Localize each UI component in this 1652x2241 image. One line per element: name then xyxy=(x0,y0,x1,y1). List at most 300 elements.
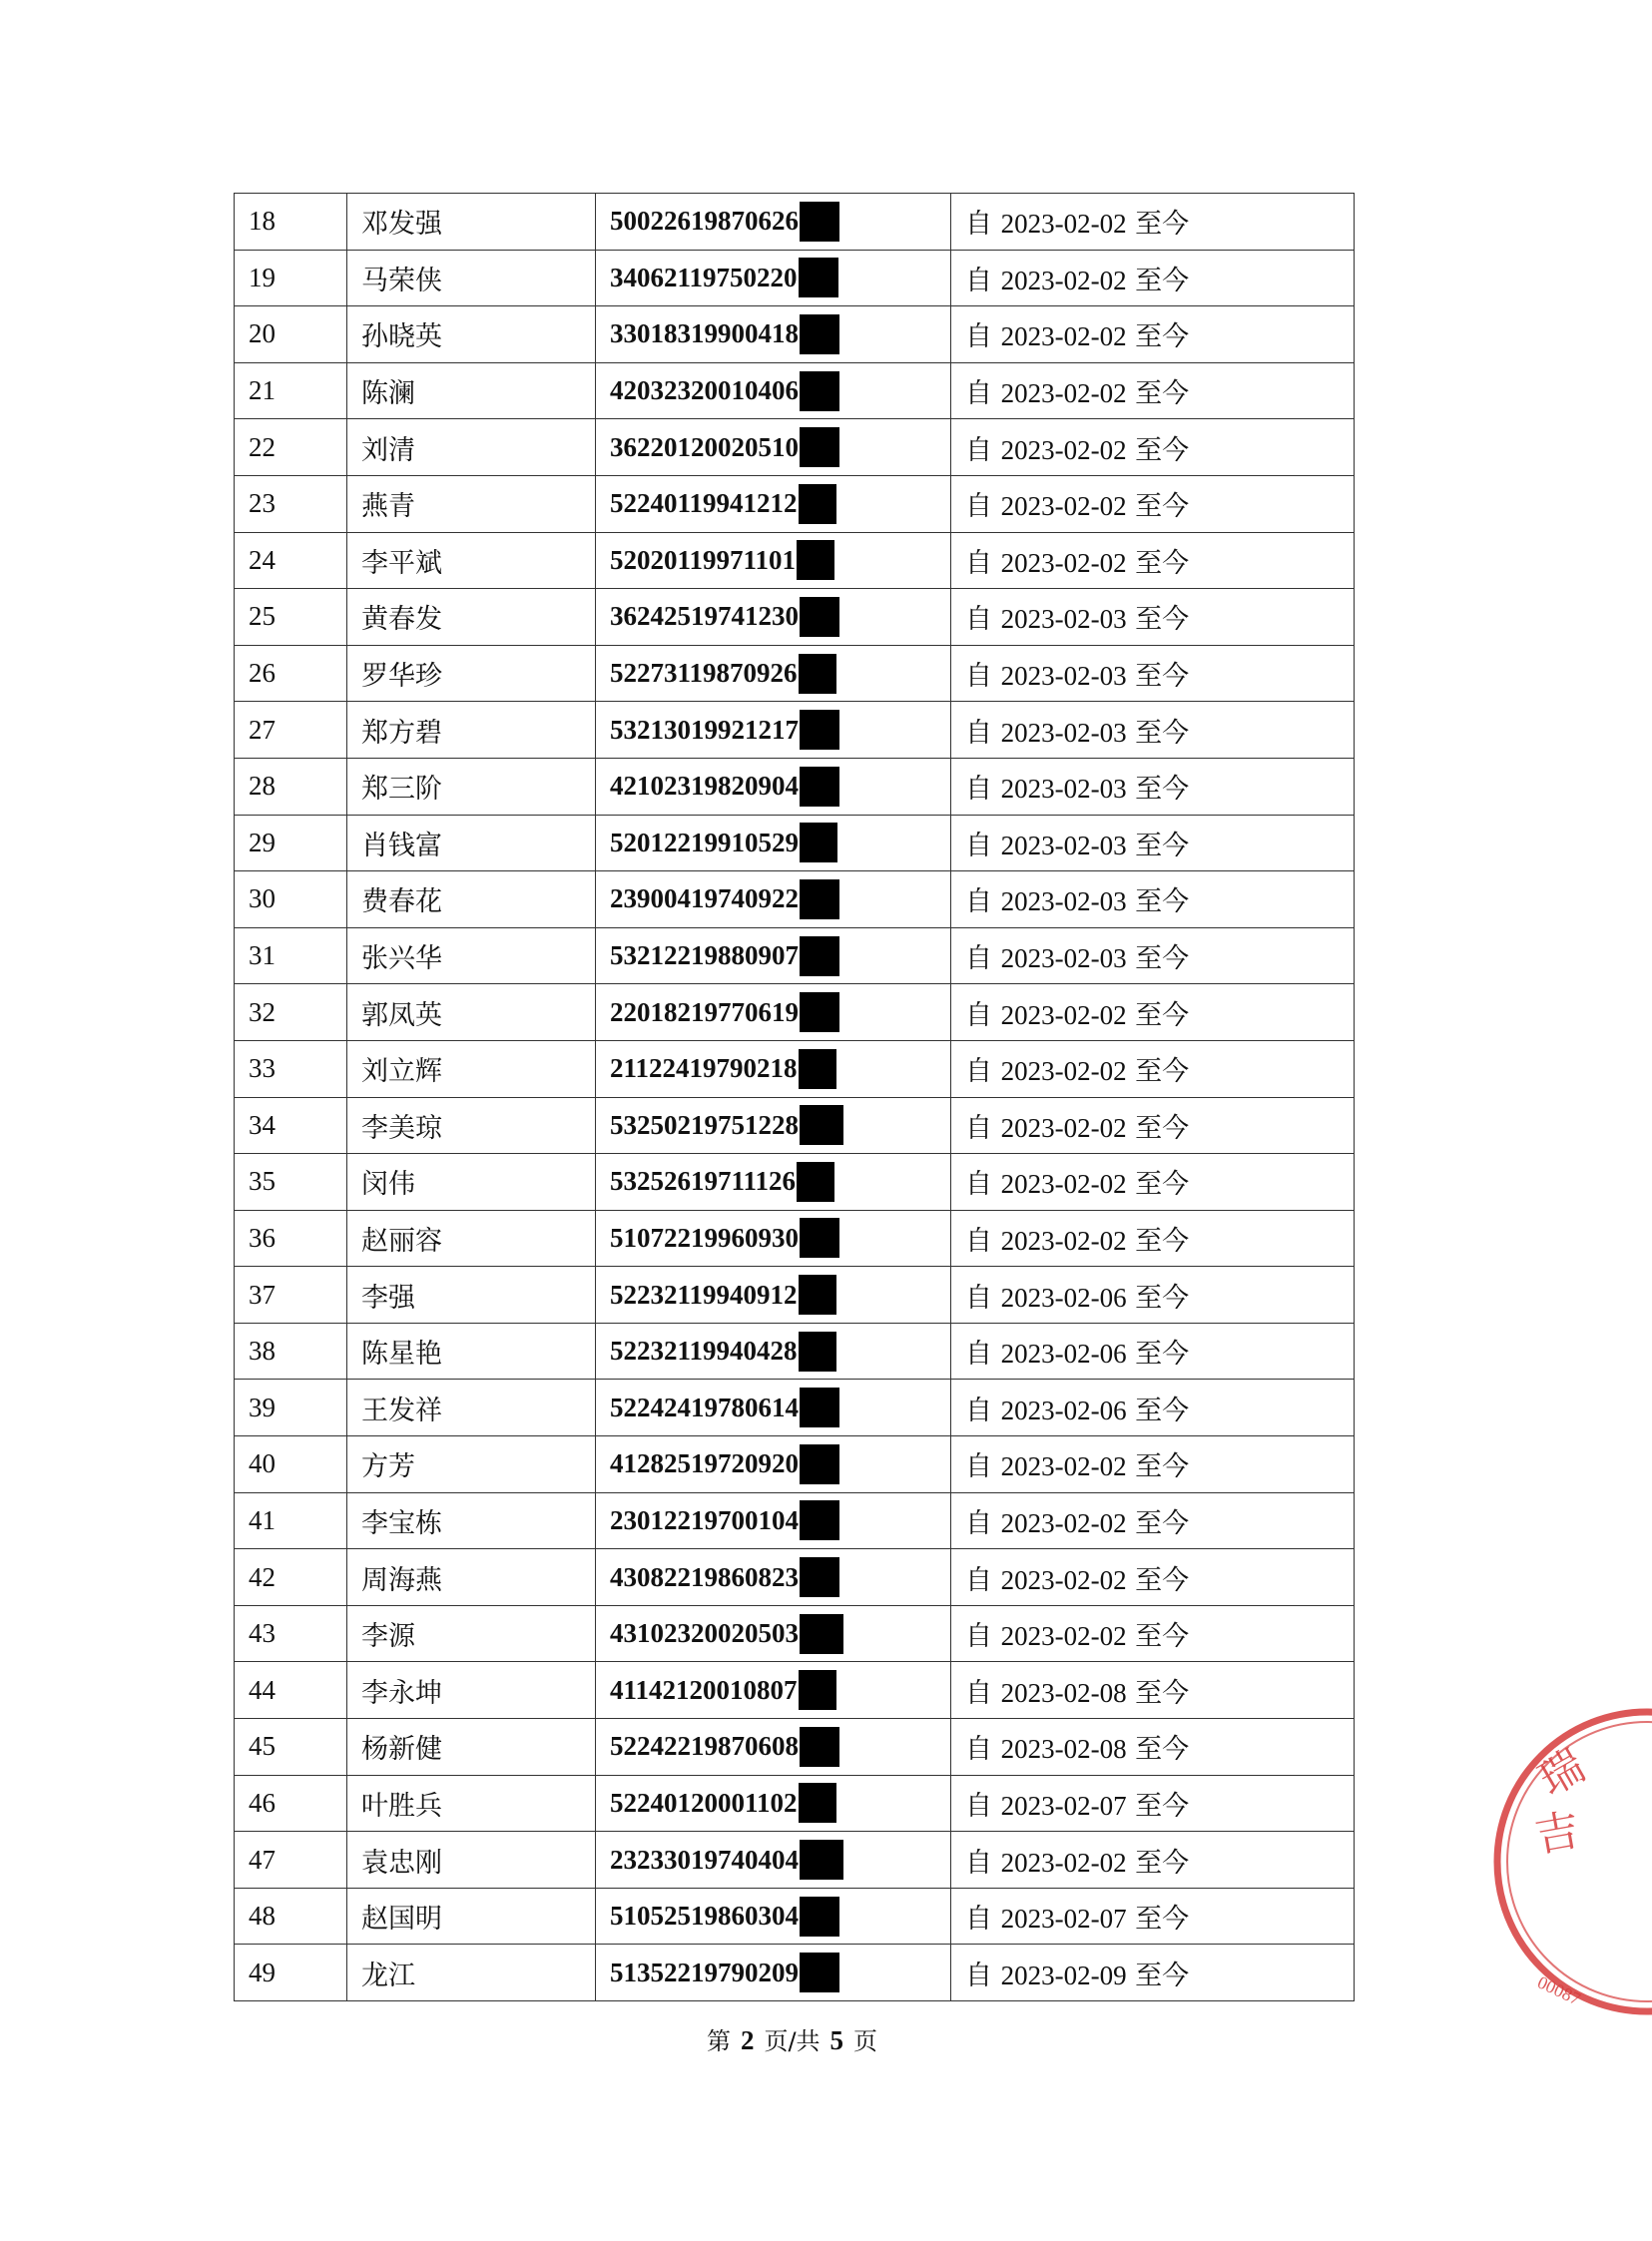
person-name: 李宝栋 xyxy=(347,1492,596,1549)
employment-period xyxy=(951,589,1355,646)
id-number-visible: 22018219770619 xyxy=(610,996,799,1027)
date-suffix: 至今 xyxy=(1135,1904,1190,1936)
row-number: 31 xyxy=(235,927,347,984)
id-number-cell xyxy=(596,1549,951,1606)
id-number-cell xyxy=(596,871,951,928)
id-number-cell xyxy=(596,589,951,646)
table-row xyxy=(235,1888,1355,1945)
footer-suffix: 页 xyxy=(853,2027,878,2055)
date-suffix: 至今 xyxy=(1135,547,1190,579)
date-suffix: 至今 xyxy=(1135,1847,1190,1879)
table-row xyxy=(235,1380,1355,1436)
date-suffix: 至今 xyxy=(1135,1507,1190,1539)
date-prefix: 自 xyxy=(965,1395,992,1426)
start-date: 2023-02-02 xyxy=(1000,378,1127,409)
redaction-block xyxy=(800,1557,839,1597)
date-suffix: 至今 xyxy=(1135,491,1190,523)
redaction-block xyxy=(797,540,834,580)
svg-text:00087: 00087 xyxy=(1534,1971,1584,2009)
date-suffix: 至今 xyxy=(1135,1564,1190,1596)
id-number-visible: 51352219790209 xyxy=(610,1957,799,1987)
id-number-cell xyxy=(596,1775,951,1832)
date-suffix: 至今 xyxy=(1135,717,1190,749)
person-name: 周海燕 xyxy=(347,1549,596,1606)
redaction-block xyxy=(800,1444,839,1484)
start-date: 2023-02-02 xyxy=(1000,1056,1127,1087)
redaction-block xyxy=(799,1670,836,1710)
date-prefix: 自 xyxy=(965,1507,992,1539)
row-number: 45 xyxy=(235,1719,347,1776)
id-number-visible: 52240119941212 xyxy=(610,488,798,519)
svg-text:吉: 吉 xyxy=(1531,1804,1584,1863)
id-number-visible: 53213019921217 xyxy=(610,714,799,745)
id-number-visible: 52240120001102 xyxy=(610,1787,798,1818)
table-row xyxy=(235,1945,1355,2001)
person-name: 李平斌 xyxy=(347,532,596,589)
table-row xyxy=(235,194,1355,251)
start-date: 2023-02-02 xyxy=(1000,1112,1127,1143)
redaction-block xyxy=(799,484,836,524)
id-number-cell xyxy=(596,1040,951,1097)
person-name: 叶胜兵 xyxy=(347,1775,596,1832)
personnel-table-body xyxy=(235,194,1355,2001)
redaction-block xyxy=(800,202,839,242)
start-date: 2023-02-03 xyxy=(1000,830,1127,860)
employment-period xyxy=(951,532,1355,589)
date-prefix: 自 xyxy=(965,999,992,1031)
person-name: 郭凤英 xyxy=(347,984,596,1041)
row-number: 21 xyxy=(235,362,347,419)
id-number-cell xyxy=(596,306,951,363)
id-number-cell xyxy=(596,758,951,815)
table-row xyxy=(235,1210,1355,1267)
date-prefix: 自 xyxy=(965,661,992,693)
personnel-table xyxy=(234,193,1355,2001)
date-prefix: 自 xyxy=(965,1564,992,1596)
person-name: 方芳 xyxy=(347,1436,596,1493)
person-name: 袁忠刚 xyxy=(347,1832,596,1889)
person-name: 费春花 xyxy=(347,871,596,928)
start-date: 2023-02-02 xyxy=(1000,1225,1127,1256)
start-date: 2023-02-06 xyxy=(1000,1395,1127,1425)
id-number-cell xyxy=(596,1832,951,1889)
start-date: 2023-02-03 xyxy=(1000,943,1127,974)
id-number-visible: 34062119750220 xyxy=(610,262,798,292)
date-suffix: 至今 xyxy=(1135,1282,1190,1314)
table-row xyxy=(235,1154,1355,1211)
person-name: 赵国明 xyxy=(347,1888,596,1945)
id-number-cell xyxy=(596,1605,951,1662)
employment-period xyxy=(951,758,1355,815)
date-prefix: 自 xyxy=(965,830,992,861)
redaction-block xyxy=(800,1500,839,1540)
redaction-block xyxy=(800,427,839,467)
row-number: 41 xyxy=(235,1492,347,1549)
date-suffix: 至今 xyxy=(1135,1112,1190,1144)
table-row xyxy=(235,1097,1355,1154)
date-suffix: 至今 xyxy=(1135,1677,1190,1709)
employment-period xyxy=(951,1719,1355,1776)
date-prefix: 自 xyxy=(965,717,992,749)
row-number: 23 xyxy=(235,475,347,532)
date-suffix: 至今 xyxy=(1135,1790,1190,1822)
person-name: 陈澜 xyxy=(347,362,596,419)
redaction-block xyxy=(800,1897,839,1937)
employment-period xyxy=(951,1888,1355,1945)
employment-period xyxy=(951,815,1355,871)
id-number-cell xyxy=(596,1267,951,1324)
person-name: 刘清 xyxy=(347,419,596,476)
table-row xyxy=(235,362,1355,419)
row-number: 34 xyxy=(235,1097,347,1154)
person-name: 孙晓英 xyxy=(347,306,596,363)
id-number-cell xyxy=(596,1323,951,1380)
date-suffix: 至今 xyxy=(1135,999,1190,1031)
row-number: 39 xyxy=(235,1380,347,1436)
id-number-visible: 52020119971101 xyxy=(610,544,797,575)
person-name: 杨新健 xyxy=(347,1719,596,1776)
row-number: 37 xyxy=(235,1267,347,1324)
date-prefix: 自 xyxy=(965,209,992,241)
id-number-visible: 36220120020510 xyxy=(610,431,799,462)
row-number: 36 xyxy=(235,1210,347,1267)
employment-period xyxy=(951,1040,1355,1097)
start-date: 2023-02-02 xyxy=(1000,1451,1127,1482)
table-row xyxy=(235,1832,1355,1889)
redaction-block xyxy=(799,1275,836,1315)
person-name: 陈星艳 xyxy=(347,1323,596,1380)
footer-prefix: 第 xyxy=(706,2027,731,2055)
date-suffix: 至今 xyxy=(1135,661,1190,693)
employment-period xyxy=(951,1662,1355,1719)
row-number: 32 xyxy=(235,984,347,1041)
svg-text:瑞: 瑞 xyxy=(1530,1740,1594,1807)
person-name: 李美琼 xyxy=(347,1097,596,1154)
id-number-visible: 52242219870608 xyxy=(610,1731,799,1762)
table-row xyxy=(235,1662,1355,1719)
employment-period xyxy=(951,984,1355,1041)
employment-period xyxy=(951,1945,1355,2001)
employment-period xyxy=(951,871,1355,928)
id-number-cell xyxy=(596,927,951,984)
id-number-cell xyxy=(596,702,951,759)
id-number-visible: 43082219860823 xyxy=(610,1561,799,1592)
id-number-cell xyxy=(596,984,951,1041)
date-prefix: 自 xyxy=(965,886,992,918)
id-number-visible: 41282519720920 xyxy=(610,1448,799,1479)
date-suffix: 至今 xyxy=(1135,1169,1190,1201)
person-name: 郑方碧 xyxy=(347,702,596,759)
id-number-cell xyxy=(596,362,951,419)
id-number-cell xyxy=(596,1492,951,1549)
id-number-visible: 41142120010807 xyxy=(610,1674,798,1705)
employment-period xyxy=(951,1267,1355,1324)
start-date: 2023-02-06 xyxy=(1000,1339,1127,1370)
redaction-block xyxy=(797,1162,834,1202)
redaction-block xyxy=(800,314,839,354)
date-prefix: 自 xyxy=(965,1790,992,1822)
id-number-cell xyxy=(596,1662,951,1719)
id-number-cell xyxy=(596,1945,951,2001)
redaction-block xyxy=(800,1614,843,1654)
person-name: 肖钱富 xyxy=(347,815,596,871)
seal-graphic xyxy=(1532,1702,1652,2031)
date-suffix: 至今 xyxy=(1135,1056,1190,1088)
date-prefix: 自 xyxy=(965,1904,992,1936)
start-date: 2023-02-02 xyxy=(1000,999,1127,1030)
date-prefix: 自 xyxy=(965,1225,992,1257)
id-number-visible: 53250219751228 xyxy=(610,1109,799,1140)
date-prefix: 自 xyxy=(965,1112,992,1144)
date-prefix: 自 xyxy=(965,1734,992,1766)
date-prefix: 自 xyxy=(965,943,992,975)
footer-page-number: 2 xyxy=(740,2025,755,2055)
row-number: 33 xyxy=(235,1040,347,1097)
employment-period xyxy=(951,306,1355,363)
date-suffix: 至今 xyxy=(1135,830,1190,861)
date-prefix: 自 xyxy=(965,265,992,296)
row-number: 43 xyxy=(235,1605,347,1662)
row-number: 24 xyxy=(235,532,347,589)
table-row xyxy=(235,702,1355,759)
row-number: 19 xyxy=(235,250,347,306)
table-row xyxy=(235,1492,1355,1549)
redaction-block xyxy=(800,1840,843,1880)
date-suffix: 至今 xyxy=(1135,434,1190,466)
redaction-block xyxy=(799,258,838,297)
id-number-visible: 52232119940912 xyxy=(610,1279,798,1310)
id-number-visible: 52273119870926 xyxy=(610,658,798,689)
row-number: 27 xyxy=(235,702,347,759)
id-number-visible: 53252619711126 xyxy=(610,1166,797,1197)
table-row xyxy=(235,984,1355,1041)
id-number-visible: 53212219880907 xyxy=(610,940,799,971)
date-prefix: 自 xyxy=(965,604,992,636)
row-number: 35 xyxy=(235,1154,347,1211)
id-number-cell xyxy=(596,1154,951,1211)
table-row xyxy=(235,1323,1355,1380)
employment-period xyxy=(951,419,1355,476)
employment-period xyxy=(951,1323,1355,1380)
date-prefix: 自 xyxy=(965,1960,992,1991)
table-row xyxy=(235,589,1355,646)
date-prefix: 自 xyxy=(965,1847,992,1879)
row-number: 20 xyxy=(235,306,347,363)
id-number-cell xyxy=(596,1380,951,1436)
employment-period xyxy=(951,362,1355,419)
date-suffix: 至今 xyxy=(1135,886,1190,918)
official-seal-stamp xyxy=(1530,1702,1594,2031)
id-number-cell xyxy=(596,815,951,871)
table-row xyxy=(235,1605,1355,1662)
employment-period xyxy=(951,1775,1355,1832)
person-name: 邓发强 xyxy=(347,194,596,251)
redaction-block xyxy=(800,371,839,411)
id-number-visible: 23233019740404 xyxy=(610,1844,799,1875)
employment-period xyxy=(951,1380,1355,1436)
row-number: 47 xyxy=(235,1832,347,1889)
redaction-block xyxy=(800,1953,839,1992)
table-row xyxy=(235,419,1355,476)
date-suffix: 至今 xyxy=(1135,209,1190,241)
start-date: 2023-02-08 xyxy=(1000,1677,1127,1708)
employment-period xyxy=(951,645,1355,702)
row-number: 48 xyxy=(235,1888,347,1945)
row-number: 42 xyxy=(235,1549,347,1606)
person-name: 龙江 xyxy=(347,1945,596,2001)
table-row xyxy=(235,1549,1355,1606)
row-number: 26 xyxy=(235,645,347,702)
start-date: 2023-02-02 xyxy=(1000,209,1127,240)
redaction-block xyxy=(799,1783,836,1823)
id-number-cell xyxy=(596,1210,951,1267)
employment-period xyxy=(951,927,1355,984)
row-number: 40 xyxy=(235,1436,347,1493)
id-number-visible: 50022619870626 xyxy=(610,206,799,237)
id-number-cell xyxy=(596,194,951,251)
person-name: 张兴华 xyxy=(347,927,596,984)
redaction-block xyxy=(800,936,839,976)
person-name: 王发祥 xyxy=(347,1380,596,1436)
start-date: 2023-02-02 xyxy=(1000,265,1127,295)
row-number: 22 xyxy=(235,419,347,476)
date-prefix: 自 xyxy=(965,1339,992,1371)
id-number-visible: 51052519860304 xyxy=(610,1901,799,1932)
id-number-cell xyxy=(596,1719,951,1776)
start-date: 2023-02-02 xyxy=(1000,491,1127,522)
id-number-visible: 52012219910529 xyxy=(610,827,799,857)
id-number-cell xyxy=(596,532,951,589)
person-name: 马荣侠 xyxy=(347,250,596,306)
id-number-visible: 42032320010406 xyxy=(610,375,799,406)
date-prefix: 自 xyxy=(965,434,992,466)
start-date: 2023-02-03 xyxy=(1000,604,1127,635)
date-prefix: 自 xyxy=(965,1451,992,1483)
start-date: 2023-02-09 xyxy=(1000,1960,1127,1990)
id-number-visible: 52242419780614 xyxy=(610,1392,799,1422)
redaction-block xyxy=(800,1105,843,1145)
redaction-block xyxy=(800,1218,839,1258)
start-date: 2023-02-03 xyxy=(1000,774,1127,805)
date-prefix: 自 xyxy=(965,1677,992,1709)
date-prefix: 自 xyxy=(965,491,992,523)
row-number: 49 xyxy=(235,1945,347,2001)
start-date: 2023-02-02 xyxy=(1000,1621,1127,1652)
redaction-block xyxy=(800,879,839,919)
table-row xyxy=(235,758,1355,815)
redaction-block xyxy=(800,597,839,637)
person-name: 闵伟 xyxy=(347,1154,596,1211)
date-suffix: 至今 xyxy=(1135,943,1190,975)
employment-period xyxy=(951,1549,1355,1606)
redaction-block xyxy=(800,710,839,750)
person-name: 黄春发 xyxy=(347,589,596,646)
id-number-cell xyxy=(596,475,951,532)
person-name: 李源 xyxy=(347,1605,596,1662)
employment-period xyxy=(951,1154,1355,1211)
start-date: 2023-02-02 xyxy=(1000,434,1127,465)
id-number-cell xyxy=(596,645,951,702)
date-prefix: 自 xyxy=(965,378,992,410)
table-row xyxy=(235,475,1355,532)
table-row xyxy=(235,1719,1355,1776)
id-number-cell xyxy=(596,1436,951,1493)
id-number-visible: 36242519741230 xyxy=(610,601,799,632)
date-suffix: 至今 xyxy=(1135,321,1190,353)
table-row xyxy=(235,250,1355,306)
row-number: 29 xyxy=(235,815,347,871)
id-number-visible: 23900419740922 xyxy=(610,883,799,914)
table-row xyxy=(235,1436,1355,1493)
table-row xyxy=(235,927,1355,984)
row-number: 25 xyxy=(235,589,347,646)
date-prefix: 自 xyxy=(965,1056,992,1088)
employment-period xyxy=(951,1832,1355,1889)
table-row xyxy=(235,1775,1355,1832)
start-date: 2023-02-03 xyxy=(1000,886,1127,917)
employment-period xyxy=(951,1436,1355,1493)
date-suffix: 至今 xyxy=(1135,378,1190,410)
date-prefix: 自 xyxy=(965,1621,992,1653)
date-prefix: 自 xyxy=(965,1169,992,1201)
id-number-visible: 52232119940428 xyxy=(610,1336,798,1367)
person-name: 郑三阶 xyxy=(347,758,596,815)
start-date: 2023-02-02 xyxy=(1000,1847,1127,1878)
footer-middle: 页/共 xyxy=(764,2027,821,2055)
id-number-cell xyxy=(596,250,951,306)
id-number-visible: 33018319900418 xyxy=(610,318,799,349)
row-number: 38 xyxy=(235,1323,347,1380)
date-suffix: 至今 xyxy=(1135,1395,1190,1426)
date-suffix: 至今 xyxy=(1135,604,1190,636)
employment-period xyxy=(951,1492,1355,1549)
employment-period xyxy=(951,702,1355,759)
date-prefix: 自 xyxy=(965,774,992,806)
date-prefix: 自 xyxy=(965,321,992,353)
start-date: 2023-02-02 xyxy=(1000,547,1127,578)
id-number-visible: 23012219700104 xyxy=(610,1504,799,1535)
person-name: 赵丽容 xyxy=(347,1210,596,1267)
start-date: 2023-02-06 xyxy=(1000,1282,1127,1313)
date-suffix: 至今 xyxy=(1135,1451,1190,1483)
table-row xyxy=(235,1267,1355,1324)
start-date: 2023-02-03 xyxy=(1000,661,1127,692)
start-date: 2023-02-07 xyxy=(1000,1904,1127,1935)
person-name: 李强 xyxy=(347,1267,596,1324)
start-date: 2023-02-03 xyxy=(1000,717,1127,748)
redaction-block xyxy=(800,1388,839,1427)
row-number: 44 xyxy=(235,1662,347,1719)
person-name: 李永坤 xyxy=(347,1662,596,1719)
date-prefix: 自 xyxy=(965,1282,992,1314)
redaction-block xyxy=(799,654,836,694)
employment-period xyxy=(951,1210,1355,1267)
id-number-visible: 43102320020503 xyxy=(610,1618,799,1649)
id-number-visible: 21122419790218 xyxy=(610,1053,798,1084)
table-row xyxy=(235,306,1355,363)
redaction-block xyxy=(800,767,839,807)
start-date: 2023-02-08 xyxy=(1000,1734,1127,1765)
id-number-cell xyxy=(596,1097,951,1154)
start-date: 2023-02-02 xyxy=(1000,1169,1127,1200)
date-suffix: 至今 xyxy=(1135,1960,1190,1991)
table-row xyxy=(235,1040,1355,1097)
id-number-visible: 51072219960930 xyxy=(610,1222,799,1253)
employment-period xyxy=(951,250,1355,306)
start-date: 2023-02-02 xyxy=(1000,321,1127,352)
table-row xyxy=(235,871,1355,928)
employment-period xyxy=(951,475,1355,532)
